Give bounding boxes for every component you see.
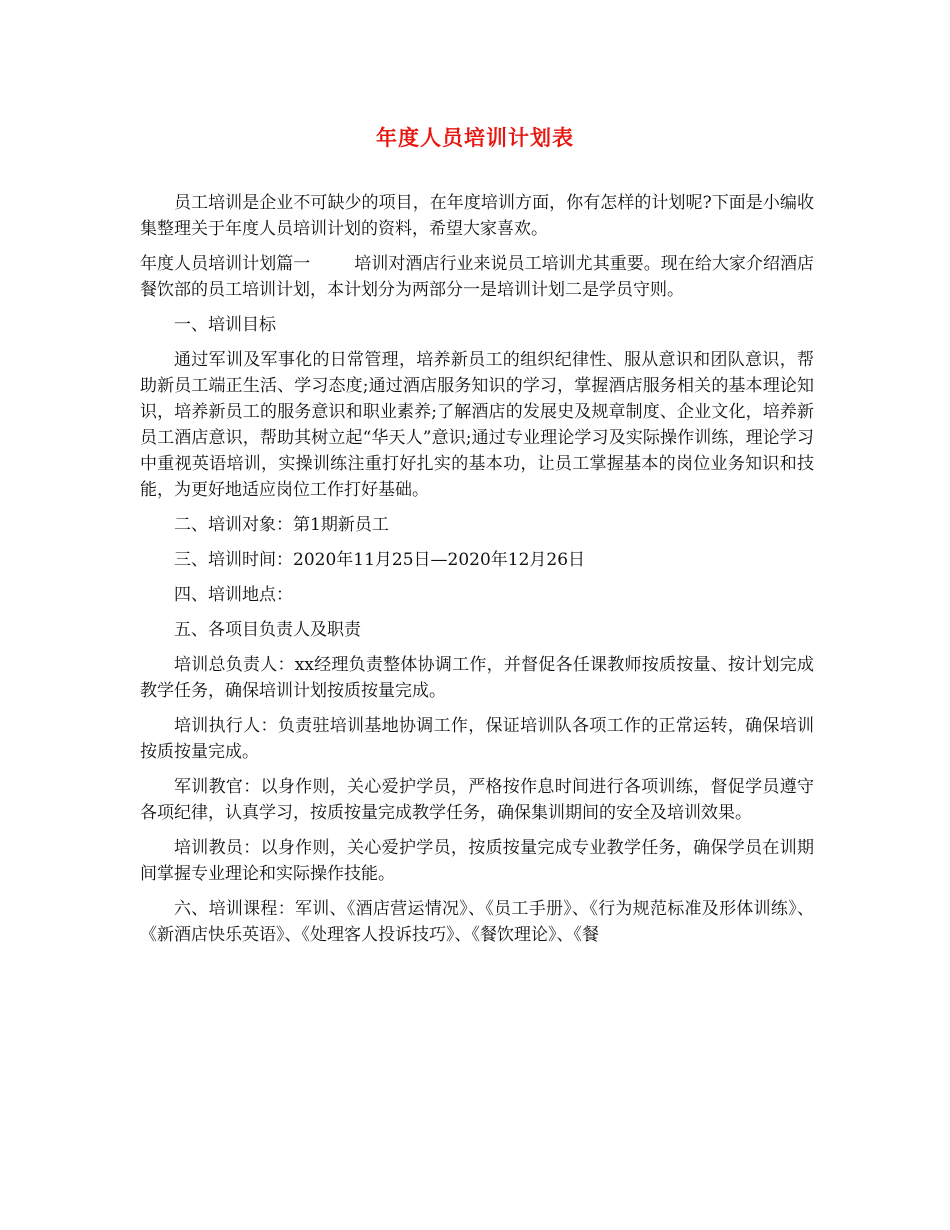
part-one-heading: 年度人员培训计划篇一 xyxy=(140,254,311,274)
role-executor: 培训执行人：负责驻培训基地协调工作，保证培训队各项工作的正常运转，确保培训按质按量完成。 xyxy=(140,716,814,762)
role-trainer: 培训教员：以身作则，关心爱护学员，按质按量完成专业教学任务，确保学员在训期间掌握专业理论和实际操作技能。 xyxy=(140,838,814,884)
document-body xyxy=(140,190,814,957)
document-title: 年度人员培训计划表 xyxy=(376,125,574,150)
goals-paragraph: 通过军训及军事化的日常管理，培养新员工的组织纪律性、服从意识和团队意识，帮助新员工端正生活、学习态度;通过酒店服务知识的学习，掌握酒店服务相关的基本理论知识，培养新员工的服务意识和职业素养;了解酒店的发展史及规章制度、企业文化，培养新员工酒店意识，帮助其树立起“华天人”意识;通过专业理论学习及实际操作训练，理论学习中重视英语培训，实操训练注重打好扎实的基本功，让员工掌握基本的岗位业务知识和技能，为更好地适应岗位工作打好基础。 xyxy=(140,350,814,500)
section-responsibilities: 五、各项目负责人及职责 xyxy=(174,620,361,640)
section-target: 二、培训对象：第1期新员工 xyxy=(174,515,389,535)
section-courses: 六、培训课程：军训、《酒店营运情况》、《员工手册》、《行为规范标准及形体训练》、《新酒店快乐英语》、《处理客人投诉技巧》、《餐饮理论》、《餐 xyxy=(140,899,814,945)
role-general-manager: 培训总负责人：xx经理负责整体协调工作，并督促各任课教师按质按量、按计划完成教学任务，确保培训计划按质按量完成。 xyxy=(140,655,814,701)
section-location: 四、培训地点： xyxy=(174,585,293,605)
role-military-instructor: 军训教官：以身作则，关心爱护学员，严格按作息时间进行各项训练，督促学员遵守各项纪律，认真学习，按质按量完成教学任务，确保集训期间的安全及培训效果。 xyxy=(140,777,814,823)
section-heading-goals: 一、培训目标 xyxy=(174,315,276,335)
part-one-intro: 培训对酒店行业来说员工培训尤其重要。现在给大家介绍酒店餐饮部的员工培训计划，本计划分为两部分一是培训计划二是学员守则。 xyxy=(140,254,815,300)
section-time: 三、培训时间：2020年11月25日—2020年12月26日 xyxy=(174,550,586,570)
part-one-paragraph xyxy=(140,251,814,303)
intro-paragraph: 员工培训是企业不可缺少的项目，在年度培训方面，你有怎样的计划呢?下面是小编收集整理关于年度人员培训计划的资料，希望大家喜欢。 xyxy=(140,193,814,239)
